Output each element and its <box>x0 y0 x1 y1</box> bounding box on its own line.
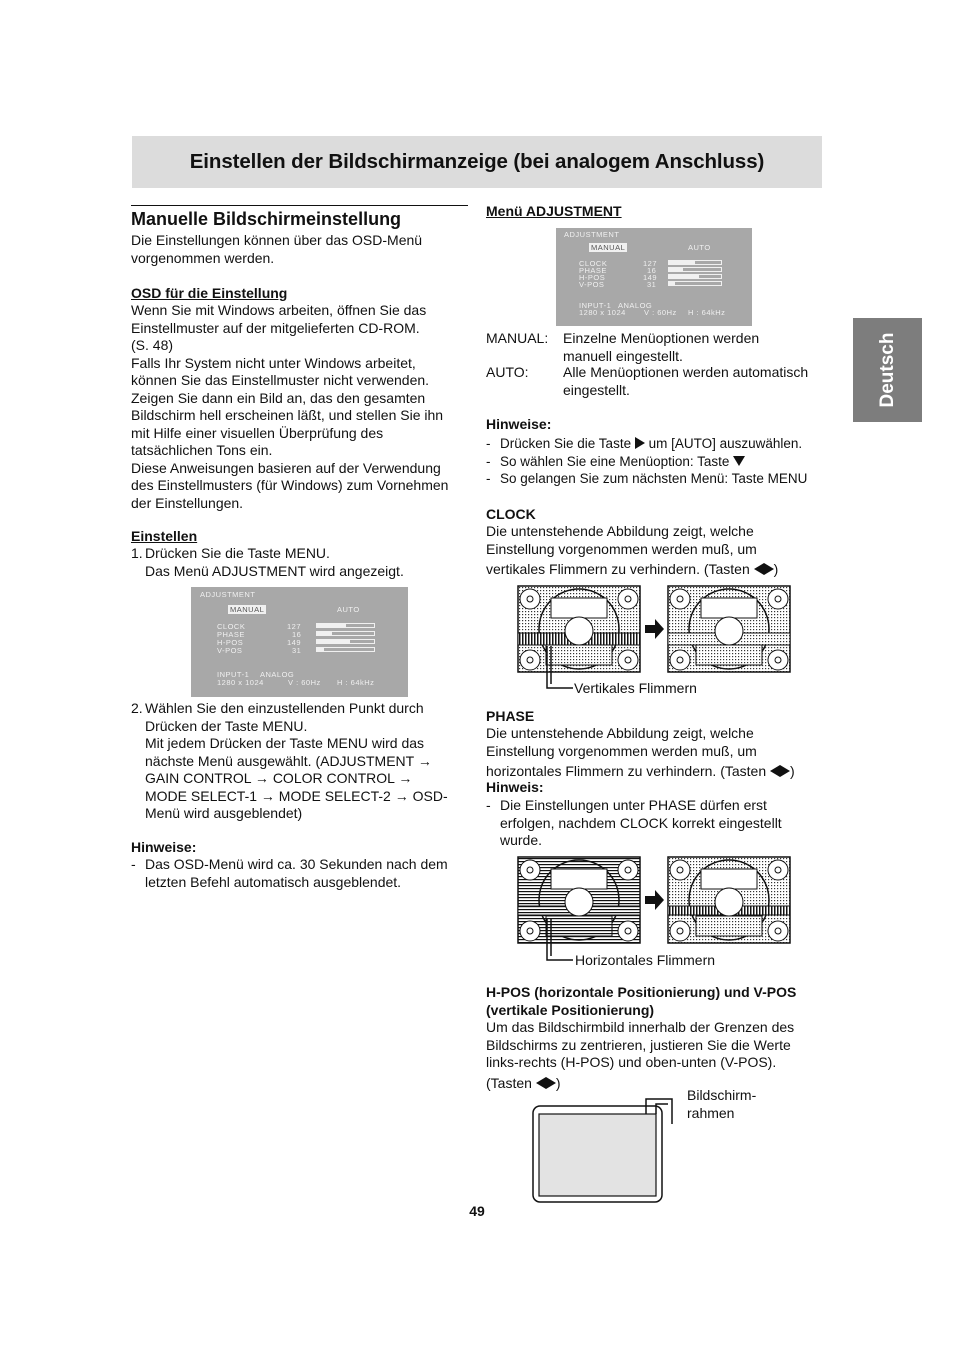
phase-heading <box>486 708 534 726</box>
test-pattern-after <box>668 857 790 943</box>
osd-row-value: 127 <box>287 622 302 631</box>
osd-row-label: V-POS <box>217 646 243 655</box>
osd-text-line: des Einstellmusters (für Windows) zum Vornehmen <box>131 477 449 493</box>
auto-desc <box>563 364 843 399</box>
osd-row-bar <box>316 631 375 636</box>
phase-text-part: horizontales Flimmern zu verhindern. (Tasten <box>486 763 767 779</box>
phase-hinweis-text: Hinweis: <box>486 779 544 795</box>
close-paren: ) <box>555 1074 561 1091</box>
hint-text: Drücken Sie die Taste <box>500 436 632 451</box>
left-arrow-icon <box>770 765 780 777</box>
left-hinweise-heading <box>131 839 196 857</box>
osd-row-label: PHASE <box>217 630 245 639</box>
tasten-text: (Tasten <box>486 1074 532 1091</box>
osd-text-line: Zeigen Sie dann ein Bild an, das den gesamten <box>131 389 426 406</box>
osd-row-label: V-POS <box>579 280 605 289</box>
osd-row-bar <box>316 639 375 644</box>
hpos-text-line <box>486 1075 831 1093</box>
osd-text-line: Falls Ihr System nicht unter Windows arbeitet, <box>131 354 416 371</box>
hpos-heading <box>486 984 831 1019</box>
osd-heading <box>131 285 287 303</box>
auto-term <box>486 364 529 382</box>
hpos-heading-line: H-POS (horizontale Positionierung) und V-POS <box>486 984 797 1000</box>
step-number: 2. <box>131 700 143 716</box>
clock-text-line: Einstellung vorgenommen werden muß, um <box>486 540 757 557</box>
phase-note-line: Die Einstellungen unter PHASE dürfen erst <box>500 797 767 813</box>
page-title: Einstellen der Bildschirmanzeige (bei analogem Anschluss) <box>189 150 765 173</box>
step-line: nächste Menü ausgewählt. (ADJUSTMENT → <box>145 752 432 769</box>
right-arrow-icon <box>546 1077 556 1089</box>
osd-vfreq: V : 60Hz <box>644 308 677 317</box>
step-line: Drücken der Taste MENU. <box>145 717 308 734</box>
osd-row-bar <box>668 274 722 279</box>
left-arrow-icon <box>536 1077 546 1089</box>
hint-1 <box>486 435 831 453</box>
down-arrow-icon <box>733 456 745 466</box>
right-arrow-icon <box>764 563 774 575</box>
step-line: Drücken Sie die Taste MENU. <box>145 545 330 561</box>
auto-term-text: AUTO: <box>486 364 529 380</box>
osd-row-label: CLOCK <box>217 622 246 631</box>
frame-caption-line: rahmen <box>687 1104 735 1121</box>
osd-auto-option: AUTO <box>337 605 360 614</box>
step-line: Das Menü ADJUSTMENT wird angezeigt. <box>145 562 404 579</box>
osd-row-bar <box>668 281 722 286</box>
osd-row-value: 16 <box>292 630 302 639</box>
arrow-right-icon <box>645 890 664 910</box>
section-heading: Manuelle Bildschirmeinstellung <box>131 209 402 229</box>
hint-text: um [AUTO] auszuwählen. <box>648 436 803 451</box>
phase-note <box>486 797 831 850</box>
left-heading-wrap <box>131 209 401 230</box>
clock-heading-text: CLOCK <box>486 506 536 522</box>
hinweis-line: Das OSD-Menü wird ca. 30 Sekunden nach dem <box>145 856 448 872</box>
step-line: MODE SELECT-1 → MODE SELECT-2 → OSD- <box>145 787 448 804</box>
manual-desc-line: Einzelne Menüoptionen werden <box>563 330 760 346</box>
frame-caption <box>687 1087 756 1122</box>
hpos-text-line: links-rechts (H-POS) und oben-unten (V-POS). <box>486 1054 777 1070</box>
step-1 <box>131 545 471 580</box>
osd-row-value: 149 <box>643 273 658 282</box>
clock-caption <box>574 680 697 698</box>
hinweise-heading-text: Hinweise: <box>131 839 197 855</box>
osd-row-value: 31 <box>647 280 657 289</box>
language-tab <box>853 318 922 422</box>
phase-hinweis-heading <box>486 779 544 797</box>
osd-row-bar <box>316 623 375 628</box>
osd-row-value: 16 <box>647 266 657 275</box>
phase-caption-leader <box>545 918 575 964</box>
phase-text-line <box>486 763 831 781</box>
osd-row-value: 149 <box>287 638 302 647</box>
clock-text <box>486 523 831 579</box>
osd-hfreq: H : 64kHz <box>688 308 726 317</box>
phase-note-line: wurde. <box>500 832 543 848</box>
osd-manual-option: MANUAL <box>591 243 626 252</box>
page-number: 49 <box>469 1203 485 1219</box>
right-hinweise-heading <box>486 416 551 434</box>
test-pattern-after <box>668 586 790 672</box>
osd-adjustment-menu-right <box>556 228 752 326</box>
clock-heading <box>486 506 536 524</box>
language-tab-label: Deutsch <box>876 332 898 408</box>
step-number: 1. <box>131 545 143 561</box>
clock-text-line: Die untenstehende Abbildung zeigt, welche <box>486 523 754 539</box>
dash: - <box>131 856 136 872</box>
phase-note-line: erfolgen, nachdem CLOCK korrekt eingestellt <box>500 814 782 831</box>
menu-adjustment-heading-text: Menü ADJUSTMENT <box>486 203 622 219</box>
clock-caption-leader <box>545 646 575 692</box>
menu-adjustment-heading <box>486 203 622 221</box>
manual-term-text: MANUAL: <box>486 330 549 346</box>
osd-row-bar <box>668 260 722 265</box>
close-paren: ) <box>773 561 779 577</box>
osd-resolution: 1280 x 1024 <box>579 308 626 317</box>
clock-caption-text: Vertikales Flimmern <box>574 680 697 696</box>
osd-text-line: der Einstellungen. <box>131 494 244 511</box>
hint-text: So gelangen Sie zum nächsten Menü: Taste MENU <box>500 471 808 486</box>
osd-vfreq: V : 60Hz <box>288 678 321 687</box>
osd-signal: ANALOG <box>260 670 295 679</box>
osd-text-line: Wenn Sie mit Windows arbeiten, öffnen Sie das <box>131 302 427 318</box>
step-line: GAIN CONTROL → COLOR CONTROL → <box>145 770 413 786</box>
left-hinweise <box>131 856 471 891</box>
frame-caption-line: Bildschirm- <box>687 1087 757 1103</box>
hpos-text <box>486 1019 831 1092</box>
osd-text <box>131 302 471 512</box>
osd-hfreq: H : 64kHz <box>337 678 375 687</box>
osd-adjustment-menu <box>191 587 408 697</box>
einstellen-heading-text: Einstellen <box>131 528 198 544</box>
phase-text-line: Einstellung vorgenommen werden muß, um <box>486 742 757 759</box>
osd-text-line: mit Hilfe einer visuellen Überprüfung des <box>131 424 384 441</box>
clock-text-part: vertikales Flimmern zu verhindern. (Tasten <box>486 561 750 577</box>
osd-text-line: tatsächlichen Tons ein. <box>131 442 273 458</box>
manual-desc-line: manuell eingestellt. <box>563 347 683 364</box>
title-bar <box>132 136 822 188</box>
intro-line: Die Einstellungen können über das OSD-Menü <box>131 232 423 248</box>
osd-resolution: 1280 x 1024 <box>217 678 264 687</box>
hint-3 <box>486 470 831 488</box>
auto-desc-line: eingestellt. <box>563 381 630 398</box>
osd-menu-title: ADJUSTMENT <box>564 230 620 239</box>
phase-text-line: Die untenstehende Abbildung zeigt, welche <box>486 725 754 741</box>
step-2 <box>131 700 471 823</box>
test-pattern-before <box>518 586 640 672</box>
right-arrow-icon <box>780 765 790 777</box>
osd-menu-title: ADJUSTMENT <box>200 590 256 599</box>
close-paren: ) <box>790 763 795 779</box>
manual-term <box>486 330 548 348</box>
phase-caption <box>575 952 715 970</box>
test-pattern-before <box>518 857 640 943</box>
right-hinweise-list <box>486 435 831 488</box>
osd-row-label: PHASE <box>579 266 607 275</box>
phase-heading-text: PHASE <box>486 708 535 724</box>
step-line: Wählen Sie den einzustellenden Punkt durch <box>145 700 424 716</box>
einstellen-heading <box>131 528 197 546</box>
phase-caption-text: Horizontales Flimmern <box>575 952 716 968</box>
clock-text-line <box>486 561 831 579</box>
manual-desc <box>563 330 833 365</box>
osd-input: INPUT-1 <box>217 670 250 679</box>
hpos-heading-line: (vertikale Positionierung) <box>486 1001 655 1018</box>
left-arrow-icon <box>754 563 764 575</box>
intro-text <box>131 232 471 267</box>
osd-input: INPUT-1 <box>579 301 612 310</box>
osd-signal: ANALOG <box>618 301 653 310</box>
arrow-right-icon <box>645 619 664 639</box>
section-rule <box>131 205 468 206</box>
hint-2 <box>486 453 831 471</box>
osd-row-label: CLOCK <box>579 259 608 268</box>
hint-text: So wählen Sie eine Menüoption: Taste <box>500 453 730 469</box>
screen-frame-illustration <box>530 1094 680 1206</box>
osd-text-line: Einstellmuster auf der mitgelieferten CD-ROM. <box>131 319 420 336</box>
step-line: Menü wird ausgeblendet) <box>145 805 303 821</box>
osd-auto-option: AUTO <box>688 243 711 252</box>
hpos-text-line: Bildschirms zu zentrieren, justieren Sie die Werte <box>486 1036 791 1053</box>
osd-row-value: 127 <box>643 259 658 268</box>
phase-text <box>486 725 831 781</box>
intro-line: vorgenommen werden. <box>131 249 275 266</box>
dash: - <box>486 797 491 813</box>
hinweise-heading-text: Hinweise: <box>486 416 552 432</box>
hinweis-line: letzten Befehl automatisch ausgeblendet. <box>145 873 402 890</box>
osd-row-label: H-POS <box>217 638 244 647</box>
osd-row-value: 31 <box>292 646 302 655</box>
step-line: Mit jedem Drücken der Taste MENU wird das <box>145 735 425 751</box>
osd-row-bar <box>668 267 722 272</box>
osd-heading-text: OSD für die Einstellung <box>131 285 288 301</box>
auto-desc-line: Alle Menüoptionen werden automatisch <box>563 364 809 380</box>
osd-text-line: Bildschirm hell erscheinen läßt, und stellen Sie ihn <box>131 407 444 423</box>
osd-text-line: Diese Anweisungen basieren auf der Verwendung <box>131 459 441 476</box>
hpos-text-line: Um das Bildschirmbild innerhalb der Grenzen des <box>486 1019 795 1035</box>
osd-row-bar <box>316 647 375 652</box>
osd-text-line: können Sie das Einstellmuster nicht verwenden. <box>131 372 430 388</box>
osd-text-line: (S. 48) <box>131 337 174 353</box>
osd-row-label: H-POS <box>579 273 606 282</box>
osd-manual-option: MANUAL <box>230 605 265 614</box>
right-arrow-icon <box>635 437 645 449</box>
